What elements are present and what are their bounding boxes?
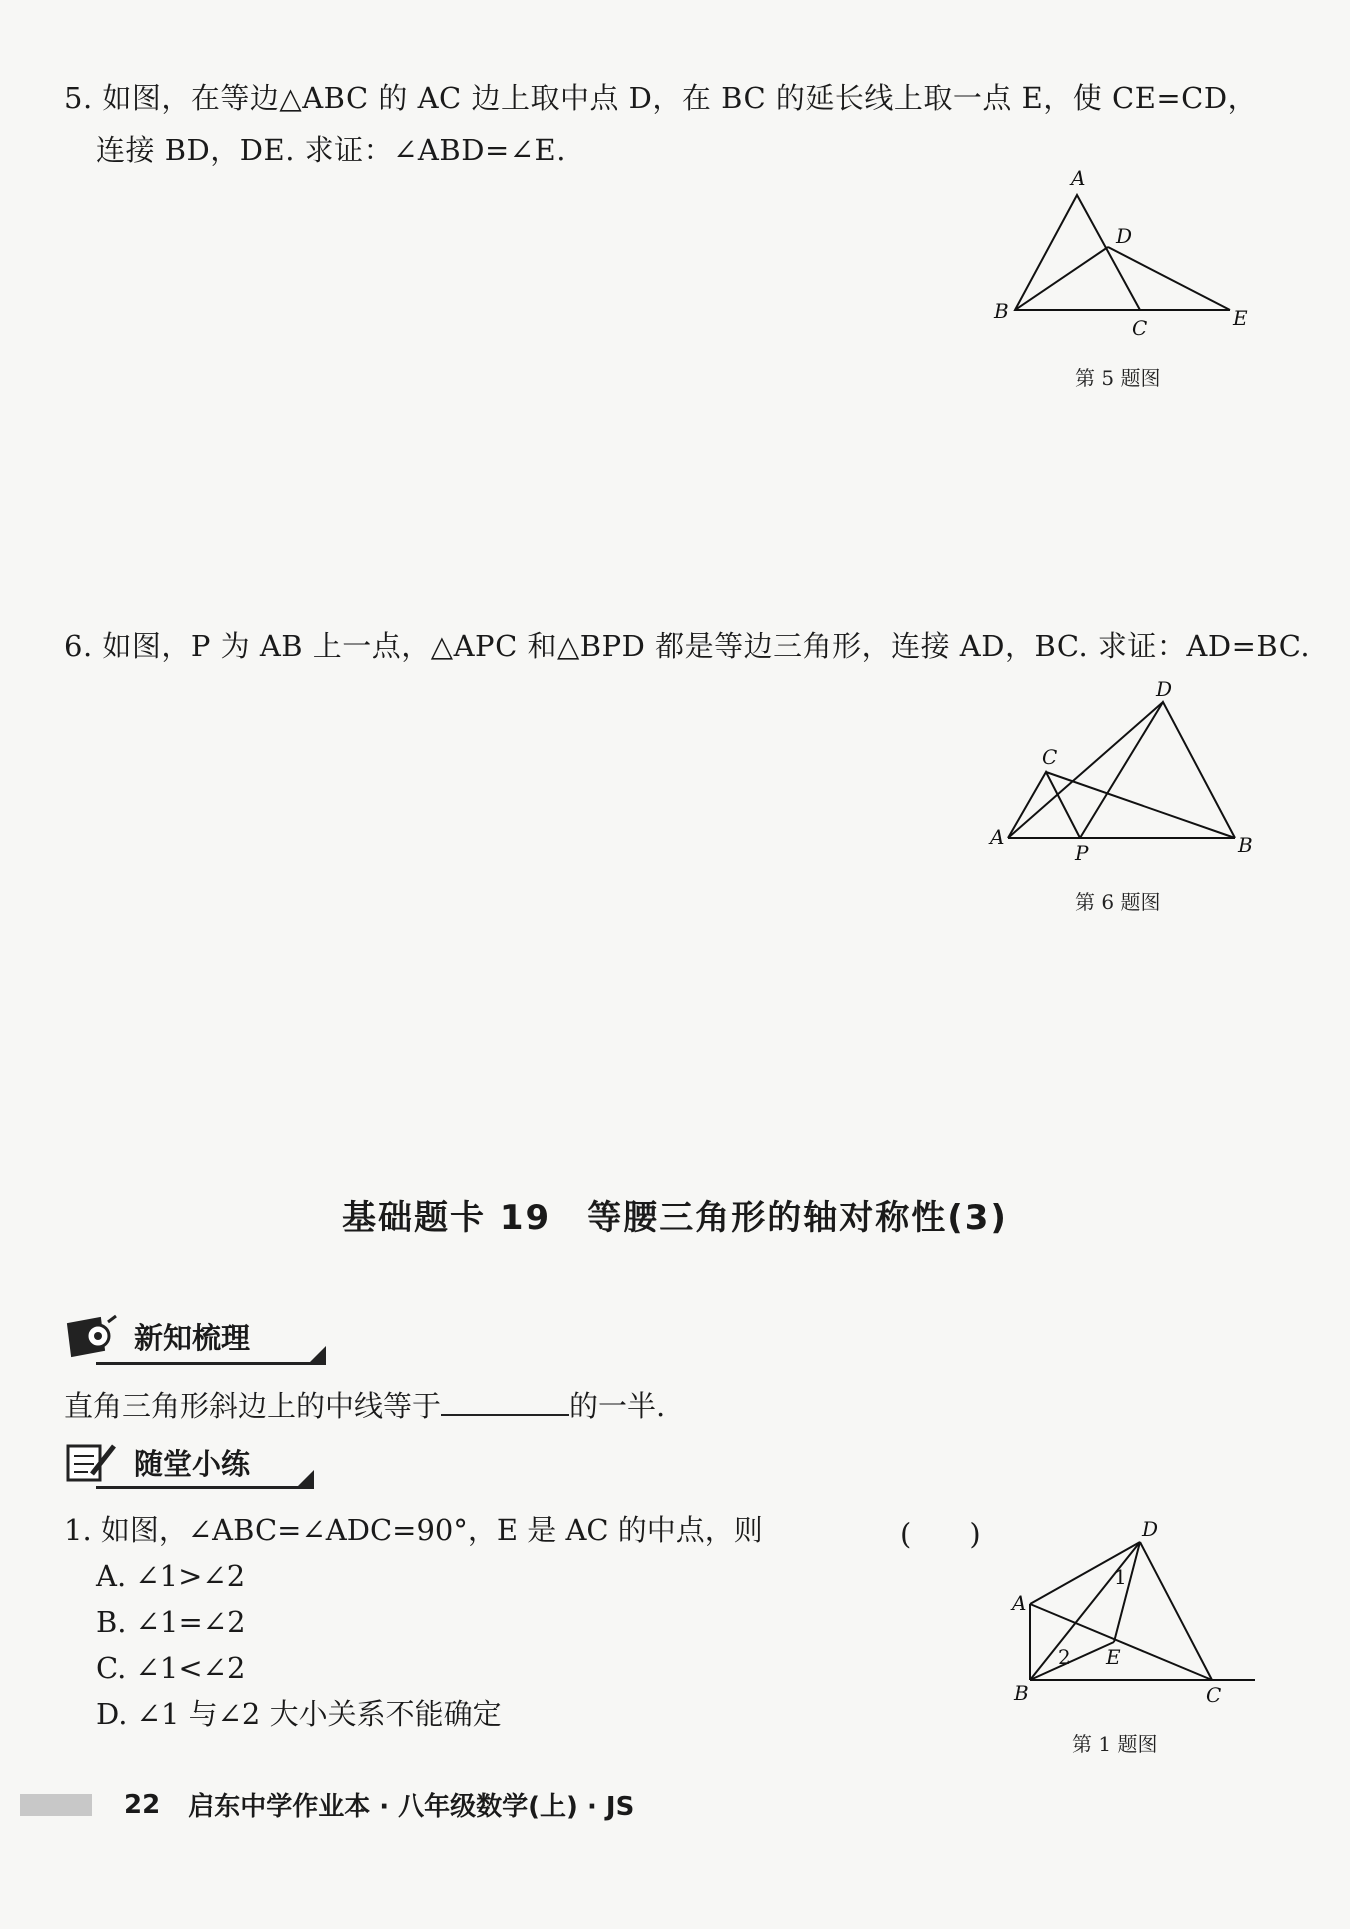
section-practice-underline	[96, 1486, 314, 1489]
section-practice-label: 随堂小练	[134, 1446, 251, 1481]
card-title: 基础题卡 19 等腰三角形的轴对称性(3)	[342, 1198, 1008, 1238]
knowledge-card-icon	[64, 1314, 120, 1358]
section-new-underline	[96, 1362, 326, 1365]
option-c: C. ∠1<∠2	[96, 1651, 246, 1685]
segment-dc	[1140, 1542, 1212, 1680]
statement-text-before: 直角三角形斜边上的中线等于	[64, 1389, 442, 1423]
label-c: C	[1132, 316, 1148, 340]
label-a: A	[1071, 166, 1086, 190]
answer-blank[interactable]	[441, 1388, 569, 1416]
label-e: E	[1233, 306, 1248, 330]
question-5-line-1: 5. 如图，在等边△ABC 的 AC 边上取中点 D，在 BC 的延长线上取一点 E，使 CE=CD，	[64, 81, 1258, 115]
figure-practice-1	[1000, 1512, 1270, 1712]
label-d: D	[1156, 680, 1173, 701]
option-b: B. ∠1=∠2	[96, 1605, 246, 1639]
section-practice-corner-triangle	[298, 1470, 314, 1486]
segment-be	[1030, 1642, 1114, 1680]
label-c: C	[1042, 745, 1058, 769]
label-b: B	[994, 299, 1009, 323]
triangle-abc	[1015, 195, 1140, 310]
segment-de	[1108, 247, 1230, 310]
label-p: P	[1075, 841, 1089, 860]
option-d: D. ∠1 与∠2 大小关系不能确定	[96, 1697, 502, 1731]
figure-5	[980, 165, 1250, 345]
angle-2-label: 2	[1058, 1645, 1071, 1669]
label-b: B	[1014, 1681, 1029, 1705]
practice-1-answer-paren[interactable]: ( )	[900, 1517, 981, 1551]
triangle-bpd	[1080, 702, 1235, 838]
segment-bd	[1015, 247, 1108, 310]
book-title: 启东中学作业本 · 八年级数学(上) · JS	[188, 1792, 635, 1822]
section-new-knowledge	[64, 1314, 280, 1358]
question-5-line-2: 连接 BD，DE. 求证：∠ABD=∠E.	[96, 133, 566, 167]
option-a: A. ∠1>∠2	[96, 1559, 246, 1593]
section-new-knowledge-label: 新知梳理	[134, 1320, 251, 1355]
section-new-corner-triangle	[310, 1346, 326, 1362]
figure-practice-1-caption: 第 1 题图	[1072, 1732, 1158, 1756]
footer-gray-bar	[20, 1794, 92, 1816]
angle-1-label: 1	[1114, 1565, 1127, 1589]
page-footer	[0, 1786, 634, 1823]
practice-1-stem: 1. 如图，∠ABC=∠ADC=90°，E 是 AC 的中点，则	[64, 1513, 763, 1547]
label-e: E	[1106, 1645, 1121, 1669]
notebook-pencil-icon	[64, 1440, 120, 1484]
label-d: D	[1142, 1517, 1159, 1541]
new-knowledge-statement	[64, 1384, 665, 1428]
figure-6	[980, 680, 1260, 860]
figure-5-caption: 第 5 题图	[1075, 366, 1161, 390]
label-a: A	[990, 825, 1005, 849]
label-a: A	[1012, 1591, 1027, 1615]
label-b: B	[1238, 833, 1253, 857]
figure-6-caption: 第 6 题图	[1075, 890, 1161, 914]
page-number: 22	[124, 1789, 161, 1820]
label-d: D	[1116, 224, 1133, 248]
label-c: C	[1206, 1683, 1222, 1707]
segment-ad	[1008, 702, 1163, 838]
section-practice	[64, 1440, 280, 1484]
statement-text-after: 的一半.	[569, 1389, 666, 1423]
question-6-line-1: 6. 如图，P 为 AB 上一点，△APC 和△BPD 都是等边三角形，连接 AD，BC. 求证：AD=BC.	[64, 629, 1311, 663]
